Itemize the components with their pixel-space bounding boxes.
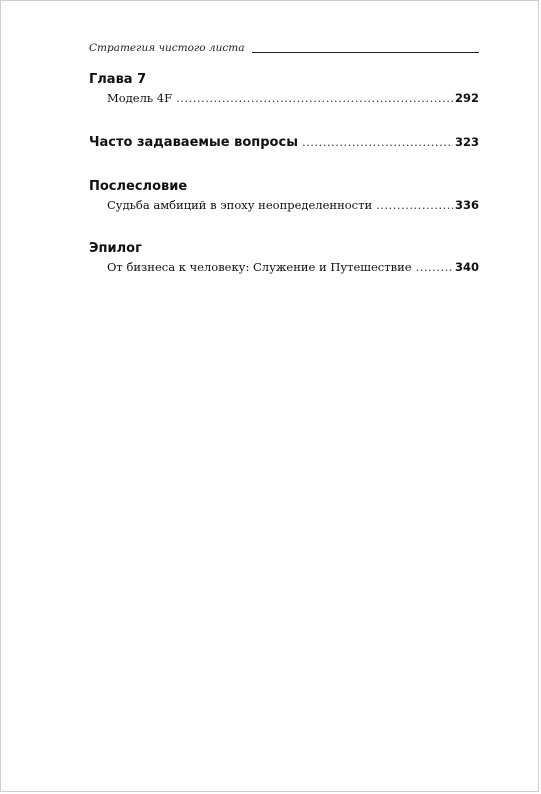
toc-entry-page-number: 336 [454,198,479,212]
table-of-contents [89,71,479,302]
toc-entry-model-4f[interactable] [89,89,479,107]
section-heading-afterword: Послесловие [89,179,188,194]
toc-section-afterword [89,178,479,214]
toc-section-faq [89,133,479,152]
toc-entry-page-number: 292 [454,91,479,105]
toc-section-epilogue [89,240,479,276]
toc-entry-faq[interactable] [89,133,479,152]
toc-entry-label: От бизнеса к человеку: Служение и Путешествие [107,260,412,274]
section-heading-epilogue: Эпилог [89,241,142,256]
running-header [89,41,479,55]
toc-section-chapter-7 [89,71,479,107]
toc-entry-page-number: 323 [454,135,479,149]
dot-leader [416,258,453,276]
toc-entry-label: Часто задаваемые вопросы [89,135,298,150]
toc-entry-ambitions[interactable] [89,196,479,214]
toc-entry-business-to-person[interactable] [89,258,479,276]
toc-entry-page-number: 340 [454,260,479,274]
dot-leader [376,196,453,214]
section-heading-chapter-7: Глава 7 [89,72,147,87]
toc-entry-label: Судьба амбиций в эпоху неопределенности [107,198,373,212]
toc-entry-label: Модель 4F [107,91,173,105]
dot-leader [302,133,453,151]
header-rule [252,52,479,53]
running-title: Стратегия чистого листа [89,42,245,54]
dot-leader [176,89,453,107]
